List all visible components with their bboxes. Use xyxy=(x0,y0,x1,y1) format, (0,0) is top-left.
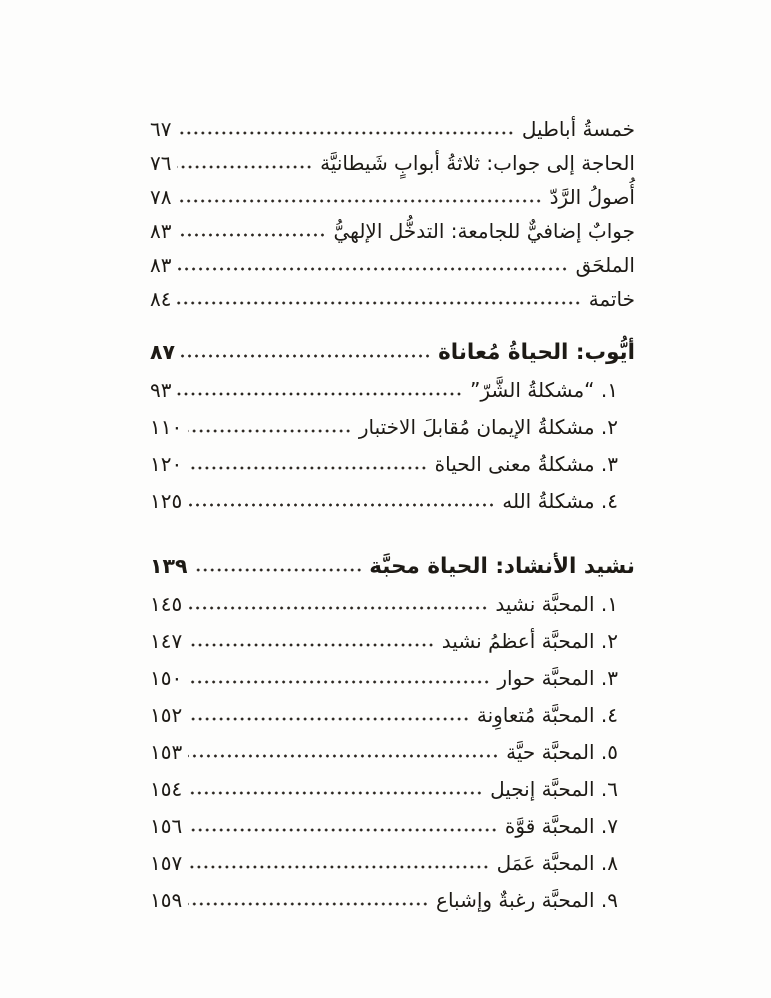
toc-entry xyxy=(150,808,635,845)
toc-entry-title: الحاجة إلى جواب: ثلاثةُ أبوابٍ شَيطانيَّة xyxy=(320,151,635,175)
toc-entry-title: ٨. المحبَّة عَمَل xyxy=(496,851,618,875)
dot-leader xyxy=(188,865,489,869)
toc-entry-title: أُصولُ الرَّدّ xyxy=(549,185,635,209)
toc-page-number: ١١٠ xyxy=(150,415,183,439)
toc-entry xyxy=(150,248,635,282)
toc-page-number: ١٤٧ xyxy=(150,629,183,653)
dot-leader xyxy=(177,233,326,237)
toc-page-number: ١٥٣ xyxy=(150,740,183,764)
dot-leader xyxy=(177,392,463,396)
toc-entry xyxy=(150,409,635,446)
dot-leader xyxy=(188,466,427,470)
toc-entry xyxy=(150,660,635,697)
dot-leader xyxy=(188,643,435,647)
toc-entry xyxy=(150,112,635,146)
toc-entry-title: جوابٌ إضافيٌّ للجامعة: التدخُّل الإلهيُّ xyxy=(333,219,635,243)
dot-leader xyxy=(188,429,352,433)
toc-page-number: ١٥٩ xyxy=(150,888,183,912)
toc-entry xyxy=(150,483,635,520)
toc-entry xyxy=(150,146,635,180)
toc-heading-title: أيُّوب: الحياةُ مُعاناة xyxy=(438,340,635,365)
dot-leader xyxy=(188,828,498,832)
dot-leader xyxy=(177,199,542,203)
toc-entry xyxy=(150,372,635,409)
toc-entry-title: ٥. المحبَّة حيَّة xyxy=(506,740,618,764)
toc-entry-title: ٤. المحبَّة مُتعاوِنة xyxy=(476,703,618,727)
dot-leader xyxy=(194,568,363,572)
dot-leader xyxy=(188,503,495,507)
dot-leader xyxy=(177,301,581,305)
toc-page-number: ٨٤ xyxy=(150,287,172,311)
toc-entry-title: ٢. مشكلةُ الإيمان مُقابلَ الاختبار xyxy=(358,415,618,439)
dot-leader xyxy=(181,354,431,358)
toc-entry-title: ٢. المحبَّة أعظمُ نشيد xyxy=(441,629,618,653)
toc-entry-title: ٩. المحبَّة رغبةٌ وإشباع xyxy=(436,888,618,912)
toc-page-number: ٦٧ xyxy=(150,117,172,141)
toc-section-2 xyxy=(150,332,635,520)
toc-section-heading xyxy=(150,546,635,586)
toc-page-number: ١٥٢ xyxy=(150,703,183,727)
toc-page-number: ١٥٠ xyxy=(150,666,183,690)
toc-section-1 xyxy=(150,112,635,316)
toc-entry xyxy=(150,214,635,248)
toc-entry xyxy=(150,771,635,808)
toc-entry-title: الملحَق xyxy=(575,253,635,277)
toc-page-number: ٧٦ xyxy=(150,151,172,175)
dot-leader xyxy=(188,680,490,684)
toc-entry xyxy=(150,623,635,660)
toc-page-number: ١٣٩ xyxy=(150,554,188,578)
table-of-contents xyxy=(150,112,635,919)
dot-leader xyxy=(177,267,568,271)
toc-entry-title: ٣. المحبَّة حوار xyxy=(497,666,618,690)
dot-leader xyxy=(188,606,488,610)
toc-page-number: ١٢٠ xyxy=(150,452,183,476)
toc-entry-title: خمسةُ أباطيل xyxy=(521,117,635,141)
toc-entry-title: ٧. المحبَّة قوَّة xyxy=(504,814,618,838)
toc-page-number: ٧٨ xyxy=(150,185,172,209)
toc-entry xyxy=(150,586,635,623)
toc-page-number: ١٥٦ xyxy=(150,814,183,838)
toc-heading-title: نشيد الأنشاد: الحياة محبَّة xyxy=(369,554,635,579)
dot-leader xyxy=(177,165,313,169)
toc-page-number: ٨٣ xyxy=(150,219,172,243)
toc-entry-title: ١. المحبَّة نشيد xyxy=(495,592,618,616)
toc-entry xyxy=(150,282,635,316)
dot-leader xyxy=(188,717,470,721)
toc-page-number: ١٤٥ xyxy=(150,592,183,616)
toc-entry xyxy=(150,882,635,919)
toc-entry-title: ١. “مشكلةُ الشَّرّ” xyxy=(469,378,618,402)
toc-page-number: ٨٣ xyxy=(150,253,172,277)
toc-entry xyxy=(150,845,635,882)
toc-entry xyxy=(150,180,635,214)
toc-entry-title: ٦. المحبَّة إنجيل xyxy=(490,777,618,801)
dot-leader xyxy=(188,791,483,795)
toc-page-number: ١٥٤ xyxy=(150,777,183,801)
toc-page-number: ٨٧ xyxy=(150,340,176,364)
toc-page-number: ١٥٧ xyxy=(150,851,183,875)
toc-entry-title: خاتمة xyxy=(588,287,635,311)
toc-section-heading xyxy=(150,332,635,372)
toc-entry xyxy=(150,697,635,734)
toc-entry-title: ٣. مشكلةُ معنى الحياة xyxy=(434,452,618,476)
toc-section-3 xyxy=(150,546,635,919)
toc-page-number: ٩٣ xyxy=(150,378,172,402)
dot-leader xyxy=(188,754,499,758)
toc-entry-title: ٤. مشكلةُ الله xyxy=(502,489,618,513)
dot-leader xyxy=(188,902,429,906)
dot-leader xyxy=(177,131,514,135)
toc-entry xyxy=(150,446,635,483)
toc-page-number: ١٢٥ xyxy=(150,489,183,513)
toc-entry xyxy=(150,734,635,771)
